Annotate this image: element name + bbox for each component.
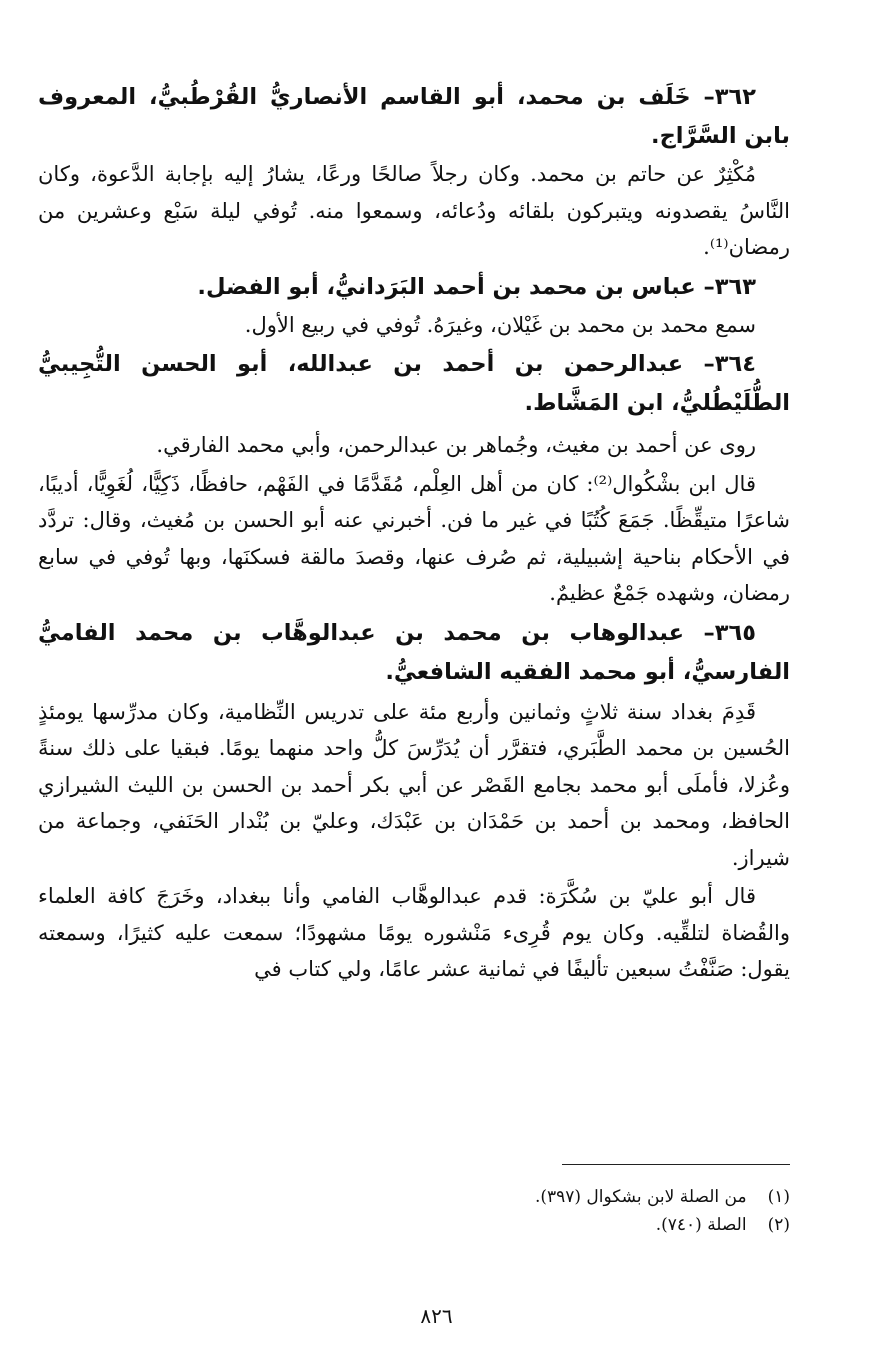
entry-paragraph: روى عن أحمد بن مغيث، وجُماهر بن عبدالرحمن، وأبي محمد الفارقي. <box>156 433 756 457</box>
entry-paragraph: قال ابن بشْكُوال⁽²⁾: كان من أهل العِلْم، مُقَدَّمًا في الفَهْم، حافظًا، ذَكِيًّا، لُغَوِيًّا، أديبًا، شاعرًا متيقِّظًا. جَمَعَ كُتُبًا في غير ما فن. أخبرني عنه أبو الحسن بن مُغيث، وقال: تردَّد في الأحكام بناحية إشبيلية، ثم صُرف عنها، وقصدَ مالقة فسكنَها، وبها تُوفي في سابع رمضان، وشهده جَمْعٌ عظيمٌ. <box>38 471 790 605</box>
entry-paragraph: قال أبو عليّ بن سُكَّرَة: قدم عبدالوهَّاب الفامي وأنا ببغداد، وخَرَجَ كافة العلماء والقُضاة لتلقِّيه. وكان يوم قُرِىء مَنْشوره يومًا مشهودًا؛ سمعت عليه كثيرًا، وسمعته يقول: صَنَّفْتُ سبعين تأليفًا في ثمانية عشر عامًا، ولي كتاب في <box>38 884 790 981</box>
entry-number: ٣٦٢ <box>714 84 756 110</box>
footnotes <box>38 1183 790 1239</box>
entry-paragraph: قَدِمَ بغداد سنة ثلاثٍ وثمانين وأربع مئة على تدريس النِّظامية، وكان مدرِّسها يومئذٍ الحُسين بن محمد الطَّبَري، فتقرَّر أن يُدَرِّسَ كلُّ واحد منهما يومًا. فبقيا على ذلك سنةً وعُزلا، فأملَى أبو محمد بجامع القَصْر عن أبي بكر أحمد بن الحسن بن الليث الشيرازي الحافظ، ومحمد بن أحمد بن حَمْدَان بن عَبْدَك، وعليّ بن بُنْدار الحَنَفي، وجماعة من شيراز. <box>38 699 790 870</box>
entry-heading <box>38 345 790 423</box>
footnote-mark: (٢) <box>767 1215 790 1235</box>
page-number: ٨٢٦ <box>420 1304 453 1328</box>
footnote-item <box>38 1183 790 1211</box>
entry-paragraph: مُكْثِرٌ عن حاتم بن محمد. وكان رجلاً صالحًا ورعًا، يشارُ إليه بإجابة الدَّعوة، وكان النَّاسُ يقصدونه ويتبركون بلقائه ودُعائه، وسمعوا منه. تُوفي ليلة سَبْع وعشرين من رمضان⁽¹⁾. <box>38 162 790 259</box>
entry-number: ٣٦٥ <box>714 619 756 646</box>
footnote-text: الصلة (٧٤٠). <box>655 1215 747 1235</box>
entry-number: ٣٦٤ <box>714 351 756 377</box>
entry-paragraph: سمع محمد بن محمد بن غَيْلان، وغيرَهُ. تُوفي في ربيع الأول. <box>244 312 756 337</box>
entry-title: – خَلَف بن محمد، أبو القاسم الأنصاريُّ القُرْطُبيُّ، المعروف بابن السَّرَّاج. <box>38 84 790 149</box>
footnote-text: من الصلة لابن بشكوال (٣٩٧). <box>534 1187 747 1207</box>
footnote-mark: (١) <box>767 1187 790 1207</box>
entry-title: – عباس بن محمد بن أحمد البَرَدانيُّ، أبو الفضل. <box>197 273 715 300</box>
entry-heading <box>38 268 790 307</box>
footnote-divider <box>562 1164 790 1165</box>
footnote-item <box>38 1211 790 1239</box>
page-body <box>38 78 790 988</box>
entry-heading <box>38 78 790 156</box>
entry-number: ٣٦٣ <box>714 273 756 300</box>
entry-heading <box>38 614 790 692</box>
entry-title: – عبدالوهاب بن محمد بن عبدالوهَّاب بن محمد الفاميُّ الفارسيُّ، أبو محمد الفقيه الشافعيُّ. <box>38 619 790 685</box>
entry-title: – عبدالرحمن بن أحمد بن عبدالله، أبو الحسن التُّجِيبيُّ الطُّلَيْطُليُّ، ابن المَشَّاط. <box>38 351 790 416</box>
